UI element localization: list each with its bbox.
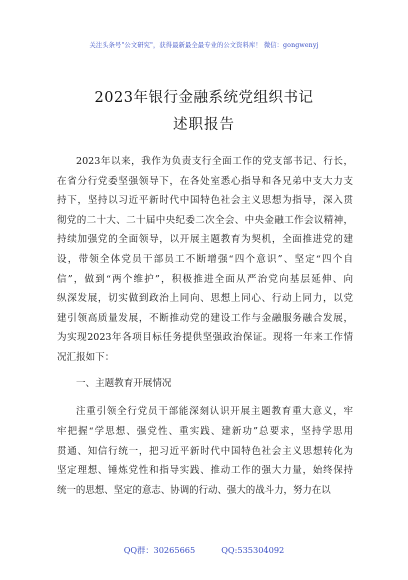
- section1-paragraph: [57, 402, 353, 501]
- document-title: 2023年银行金融系统党组织书记: [94, 90, 314, 106]
- intro-paragraph: [57, 152, 353, 368]
- paragraph-line: 2023年以来，我作为负责支行全面工作的党支部书记、行长，: [76, 156, 353, 167]
- paragraph-line: 纵深发展，切实做到政治上同向、思想上同心、行动上同力，以党: [57, 293, 353, 305]
- paragraph-line: 彻党的二十大、二十届中央纪委二次全会、中央金融工作会议精神，: [57, 214, 353, 226]
- paragraph-line: 在省分行党委坚强领导下，在各处室悉心指导和各兄弟中支大力支: [57, 175, 353, 187]
- paragraph-line: 持下，坚持以习近平新时代中国特色社会主义思想为指导，深入贯: [57, 195, 353, 207]
- paragraph-line: 注重引领全行党员干部能深刻认识开展主题教育重大意义，牢: [76, 406, 353, 417]
- paragraph-line: 为实现2023年各项目标任务提供坚强政治保证。现将一年来工作情: [57, 332, 353, 344]
- paragraph-line: 贯通、知信行统一，把习近平新时代中国特色社会主义思想转化为: [57, 445, 353, 457]
- paragraph-line: 建引领高质量发展，不断推动党的建设工作与金融服务融合发展，: [57, 312, 353, 324]
- qq-group-text: QQ群：30265665: [123, 545, 196, 555]
- top-banner: 关注头条号"公文研究"，获得最新最全最专业的公文资料库！ 微信：gongwenyj: [89, 42, 319, 49]
- section-heading: 一、主题教育开展情况: [76, 378, 172, 389]
- footer-contact: [0, 545, 408, 556]
- paragraph-line: 况汇报如下：: [57, 351, 115, 363]
- paragraph-line: 统一的思想、坚定的意志、协调的行动、强大的战斗力，努力在以: [57, 485, 331, 497]
- paragraph-line: 设，带领全体党员干部员工不断增强“四个意识”、坚定“四个自: [57, 253, 353, 265]
- document-subtitle: 述职报告: [173, 117, 235, 133]
- paragraph-line: 牢把握“学思想、强党性、重实践、建新功”总要求，坚持学思用: [57, 425, 353, 437]
- paragraph-line: 持续加强党的全面领导，以开展主题教育为契机，全面推进党的建: [57, 234, 353, 246]
- paragraph-line: 坚定理想、锤炼党性和指导实践、推动工作的强大力量，始终保持: [57, 465, 353, 477]
- paragraph-line: 信”，做到“两个维护”，积极推进全面从严治党向基层延伸、向: [57, 273, 353, 285]
- qq-number-text: QQ:535304092: [221, 545, 285, 555]
